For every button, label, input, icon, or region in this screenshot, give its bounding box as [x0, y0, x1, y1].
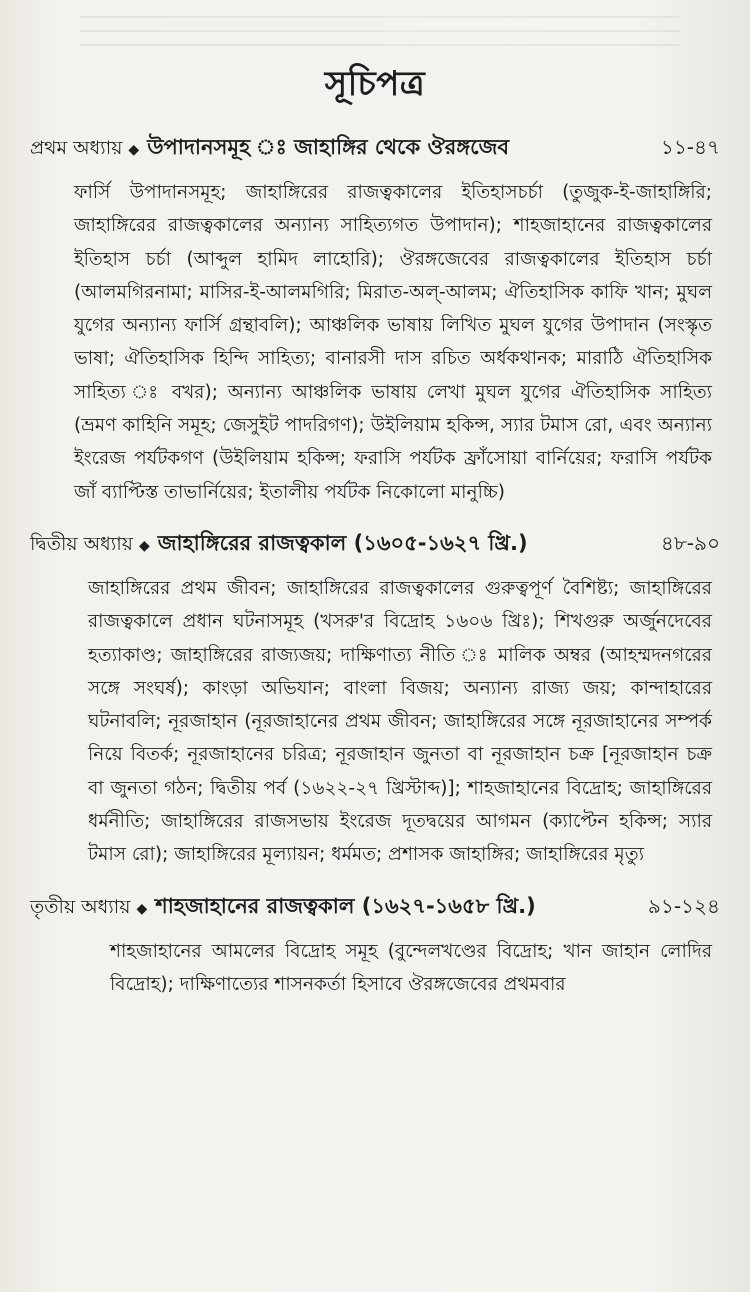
chapter-2 — [30, 527, 720, 872]
chapter-contents: জাহাঙ্গিরের প্রথম জীবন; জাহাঙ্গিরের রাজত্বকালের গুরুত্বপূর্ণ বৈশিষ্ট্য; জাহাঙ্গিরের রাজত্বকালে প্রধান ঘটনাসমূহ (খসরু'র বিদ্রোহ ১৬০৬ খ্রিঃ); শিখগুরু অর্জুনদেবের হত্যাকাণ্ড; জাহাঙ্গিরের রাজ্যজয়; দাক্ষিণাত্য নীতি ঃ মালিক অম্বর (আহম্মদনগরের সঙ্গে সংঘর্ষ); কাংড়া অভিযান; বাংলা বিজয়; অন্যান্য রাজ্য জয়; কান্দাহারের ঘটনাবলি; নূরজাহান (নূরজাহানের প্রথম জীবন; জাহাঙ্গিরের সঙ্গে নূরজাহানের সম্পর্ক নিয়ে বিতর্ক; নূরজাহানের চরিত্র; নূরজাহান জুনতা বা নূরজাহান চক্র [নূরজাহান চক্র বা জুনতা গঠন; দ্বিতীয় পর্ব (১৬২২-২৭ খ্রিস্টাব্দ)]; শাহজাহানের বিদ্রোহ; জাহাঙ্গিরের ধর্মনীতি; জাহাঙ্গিরের রাজসভায় ইংরেজ দূতদ্বয়ের আগমন (ক্যাপ্টেন হকিন্স; স্যার টমাস রো); জাহাঙ্গিরের মূল্যায়ন; ধর্মমত; প্রশাসক জাহাঙ্গির; জাহাঙ্গিরের মৃত্যু — [88, 577, 712, 866]
chapter-heading — [30, 131, 720, 166]
chapter-contents: শাহজাহানের আমলের বিদ্রোহ সমূহ (বুন্দেলখণ্ডের বিদ্রোহ; খান জাহান লোদির বিদ্রোহ); দাক্ষিণাত্যের শাসনকর্তা হিসাবে ঔরঙ্গজেবের প্রথমবার — [110, 940, 712, 995]
chapter-3 — [30, 890, 720, 1002]
diamond-icon: ◆ — [138, 537, 150, 554]
chapter-label: দ্বিতীয় অধ্যায় — [30, 532, 133, 555]
page-title: সূচিপত্র — [324, 64, 426, 104]
chapter-label: তৃতীয় অধ্যায় — [30, 895, 131, 918]
page-range: ১১-৪৭ — [660, 135, 720, 159]
page-range: ৯১-১২৪ — [647, 893, 720, 918]
chapter-title: শাহজাহানের রাজত্বকাল (১৬২৭-১৬৫৮ খ্রি.) — [155, 893, 536, 918]
bleed-through-text — [80, 6, 680, 46]
chapter-label: প্রথম অধ্যায় — [30, 137, 123, 159]
chapter-title: জাহাঙ্গিরের রাজত্বকাল (১৬০৫-১৬২৭ খ্রি.) — [157, 530, 528, 555]
chapter-contents: ফার্সি উপাদানসমূহ; জাহাঙ্গিরের রাজত্বকালের ইতিহাসচর্চা (তুজুক-ই-জাহাঙ্গিরি; জাহাঙ্গিরের রাজত্বকালের অন্যান্য সাহিত্যগত উপাদান); শাহজাহানের রাজত্বকালের ইতিহাস চর্চা (আব্দুল হামিদ লাহোরি); ঔরঙ্গজেবের রাজত্বকালের ইতিহাস চর্চা (আলমগিরনামা; মাসির-ই-আলমগিরি; মিরাত-অল্-আলম; ঐতিহাসিক কাফি খান; মুঘল যুগের অন্যান্য ফার্সি গ্রন্থাবলি); আঞ্চলিক ভাষায় লিখিত মুঘল যুগের উপাদান (সংস্কৃত ভাষা; ঐতিহাসিক হিন্দি সাহিত্য; বানারসী দাস রচিত অর্ধকথানক; মারাঠি ঐতিহাসিক সাহিত্য ঃ বখর); অন্যান্য আঞ্চলিক ভাষায় লেখা মুঘল যুগের ঐতিহাসিক সাহিত্য (ভ্রমণ কাহিনি সমূহ; জেসুইট পাদরিগণ); উইলিয়াম হকিন্স, স্যার টমাস রো, এবং অন্যান্য ইংরেজ পর্যটকগণ (উইলিয়াম হকিন্স; ফরাসি পর্যটক ফ্রাঁসোয়া বার্নিয়ের; ফরাসি পর্যটক জাঁ ব্যাপ্টিস্ত তাভার্নিয়ের; ইতালীয় পর্যটক নিকোলো মানুচ্চি) — [74, 182, 712, 503]
diamond-icon: ◆ — [136, 900, 148, 917]
diamond-icon: ◆ — [128, 142, 140, 158]
chapter-heading — [30, 890, 720, 925]
chapter-heading — [30, 527, 720, 562]
chapter-1 — [30, 131, 720, 509]
page-range: ৪৮-৯০ — [660, 530, 720, 555]
chapter-title: উপাদানসমূহ ঃ জাহাঙ্গির থেকে ঔরঙ্গজেব — [147, 135, 510, 159]
